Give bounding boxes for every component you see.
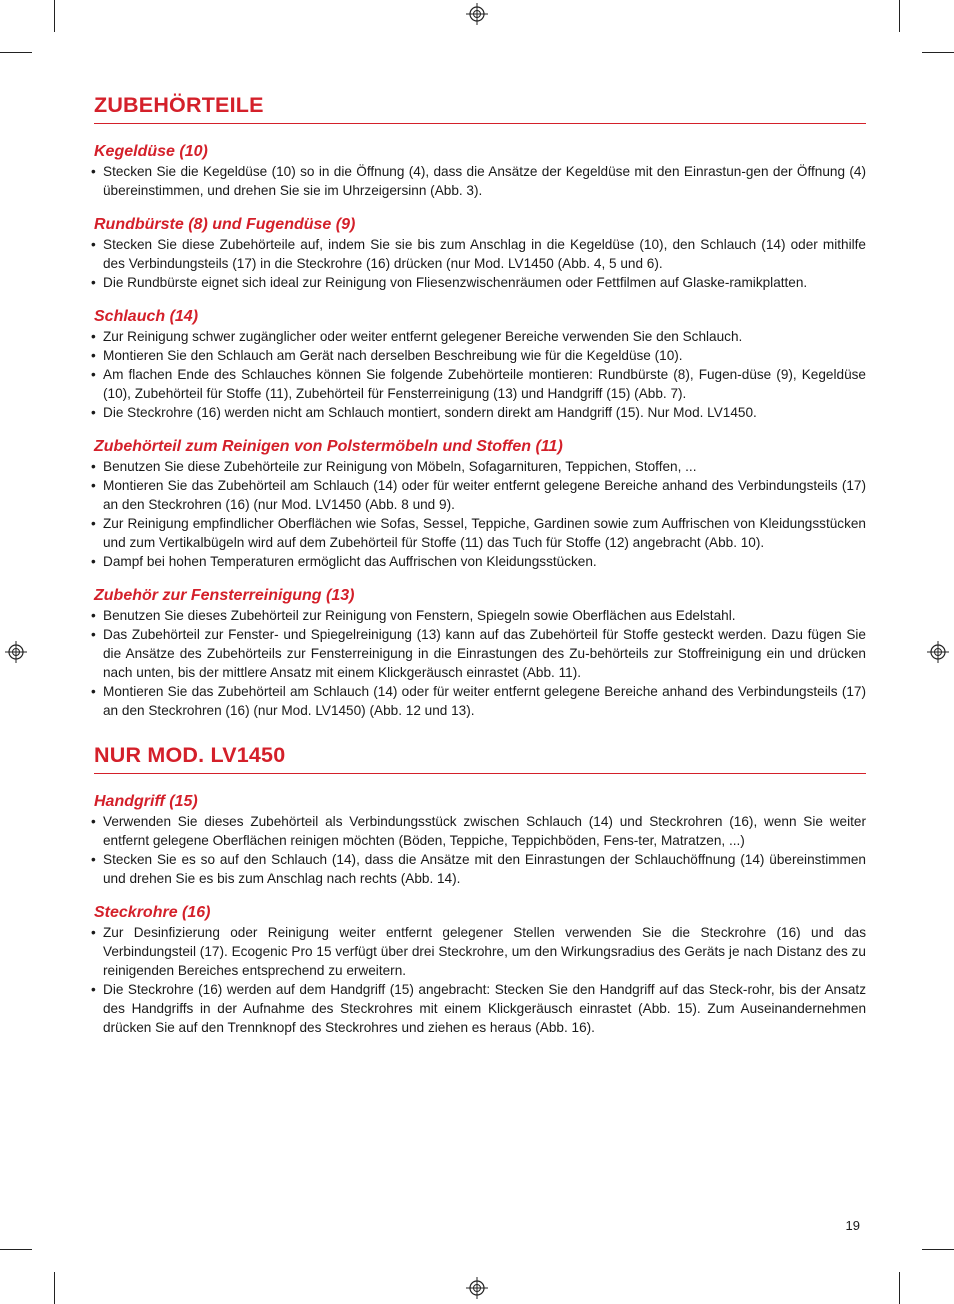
crop-mark [0,1249,32,1250]
crop-mark [899,1272,900,1304]
subheading: Steckrohre (16) [94,904,211,921]
crop-mark [899,0,900,32]
list-item: • Dampf bei hohen Temperaturen ermöglicht das Auffrischen von Kleidungsstücken. [94,552,866,571]
list-item: • Stecken Sie die Kegeldüse (10) so in die Öffnung (4), dass die Ansätze der Kegeldüse mit den Einrastun-gen der Öffnung (4) übereinstimmen, und drehen Sie sie im Uhrzeigersinn (Abb. 3). [94,162,866,200]
section-title: NUR MOD. LV1450 [94,740,866,774]
list-item: • Zur Reinigung empfindlicher Oberflächen wie Sofas, Sessel, Teppiche, Gardinen sowie zum Auffrischen von Kleidungsstücken und zum Vertikalbügeln wird auf dem Zubehörteil für Stoffe (11) das Tuch für Stoffe (12) angebracht (Abb. 10). [94,514,866,552]
crop-mark [922,52,954,53]
crop-mark [0,52,32,53]
page-number: 19 [845,1218,860,1233]
subheading: Rundbürste (8) und Fugendüse (9) [94,216,356,233]
list-item: • Stecken Sie diese Zubehörteile auf, indem Sie sie bis zum Anschlag in die Kegeldüse (10), den Schlauch (14) oder mithilfe des Verbindungsteils (17) in die Steckrohre (16) drücken (nur Mod. LV1450 (Abb. 4, 5 und 6). [94,235,866,273]
list-item: • Benutzen Sie dieses Zubehörteil zur Reinigung von Fenstern, Spiegeln sowie Oberflächen aus Edelstahl. [94,606,866,625]
list-item: • Montieren Sie das Zubehörteil am Schlauch (14) oder für weiter entfernt gelegene Bereiche anhand des Verbindungsteils (17) an den Steckrohren (16) (nur Mod. LV1450 (Abb. 8 und 9). [94,476,866,514]
section-title: ZUBEHÖRTEILE [94,90,866,124]
registration-mark-icon [927,641,949,663]
bullet-list [94,162,866,200]
subheading: Schlauch (14) [94,308,199,325]
registration-mark-icon [466,1277,488,1299]
list-item: • Die Rundbürste eignet sich ideal zur Reinigung von Fliesenzwischenräumen oder Fettfilmen auf Glaske-ramikplatten. [94,273,866,292]
crop-mark [54,0,55,32]
crop-mark [922,1249,954,1250]
subheading: Kegeldüse (10) [94,143,208,160]
list-item: • Montieren Sie das Zubehörteil am Schlauch (14) oder für weiter entfernt gelegene Bereiche anhand des Verbindungsteils (17) an den Steckrohren (16) (nur Mod. LV1450) (Abb. 12 und 13). [94,682,866,720]
registration-mark-icon [466,3,488,25]
registration-mark-icon [5,641,27,663]
list-item: • Am flachen Ende des Schlauches können Sie folgende Zubehörteile montieren: Rundbürste (8), Fugen-düse (9), Kegeldüse (10), Zubehörteil für Stoffe (11), Zubehörteil für Fensterreinigung (13) und Handgriff (15) (Abb. 7). [94,365,866,403]
bullet-list [94,606,866,720]
list-item: • Montieren Sie den Schlauch am Gerät nach derselben Beschreibung wie für die Kegeldüse (10). [94,346,866,365]
list-item: • Zur Desinfizierung oder Reinigung weiter entfernt gelegener Stellen verwenden Sie die Steckrohre (16) und das Verbindungsteil (17). Ecogenic Pro 15 verfügt über drei Steckrohre, um den Wirkungsradius des Geräts je nach Distanz des zu reinigenden Bereiches entsprechend zu erweitern. [94,923,866,980]
subheading: Zubehör zur Fensterreinigung (13) [94,587,355,604]
subheading: Zubehörteil zum Reinigen von Polstermöbeln und Stoffen (11) [94,438,563,455]
page-content [94,90,866,1037]
list-item: • Das Zubehörteil zur Fenster- und Spiegelreinigung (13) kann auf das Zubehörteil für Stoffe gesteckt werden. Dazu fügen Sie die Ansätze des Zubehörteils zur Fensterreinigung in die Einrastungen des Zu-behörteils zur Stoffreinigung ein und drücken nach unten, bis der mittlere Ansatz mit einem Klickgeräusch einrastet (Abb. 11). [94,625,866,682]
bullet-list [94,812,866,888]
bullet-list [94,235,866,292]
list-item: • Zur Reinigung schwer zugänglicher oder weiter entfernt gelegener Bereiche verwenden Sie den Schlauch. [94,327,866,346]
bullet-list [94,923,866,1037]
list-item: • Die Steckrohre (16) werden auf dem Handgriff (15) angebracht: Stecken Sie den Handgriff auf das Steck-rohr, bis der Ansatz des Handgriffs in der Aufnahme des Steckrohres mit einem Klickgeräusch einrastet (Abb. 15). Zum Auseinandernehmen drücken Sie auf den Trennknopf des Steckrohres und ziehen es heraus (Abb. 16). [94,980,866,1037]
list-item: • Verwenden Sie dieses Zubehörteil als Verbindungsstück zwischen Schlauch (14) und Steckrohren (16), wenn Sie weiter entfernt gelegene Oberflächen reinigen möchten (Böden, Teppiche, Teppichböden, Fens-ter, Matratzen, ...) [94,812,866,850]
list-item: • Stecken Sie es so auf den Schlauch (14), dass die Ansätze mit den Einrastungen der Schlauchöffnung (14) übereinstimmen und drehen Sie es bis zum Anschlag nach rechts (Abb. 14). [94,850,866,888]
list-item: • Die Steckrohre (16) werden nicht am Schlauch montiert, sondern direkt am Handgriff (15). Nur Mod. LV1450. [94,403,866,422]
crop-mark [54,1272,55,1304]
bullet-list [94,457,866,571]
subheading: Handgriff (15) [94,793,198,810]
bullet-list [94,327,866,422]
list-item: • Benutzen Sie diese Zubehörteile zur Reinigung von Möbeln, Sofagarnituren, Teppichen, Stoffen, ... [94,457,866,476]
